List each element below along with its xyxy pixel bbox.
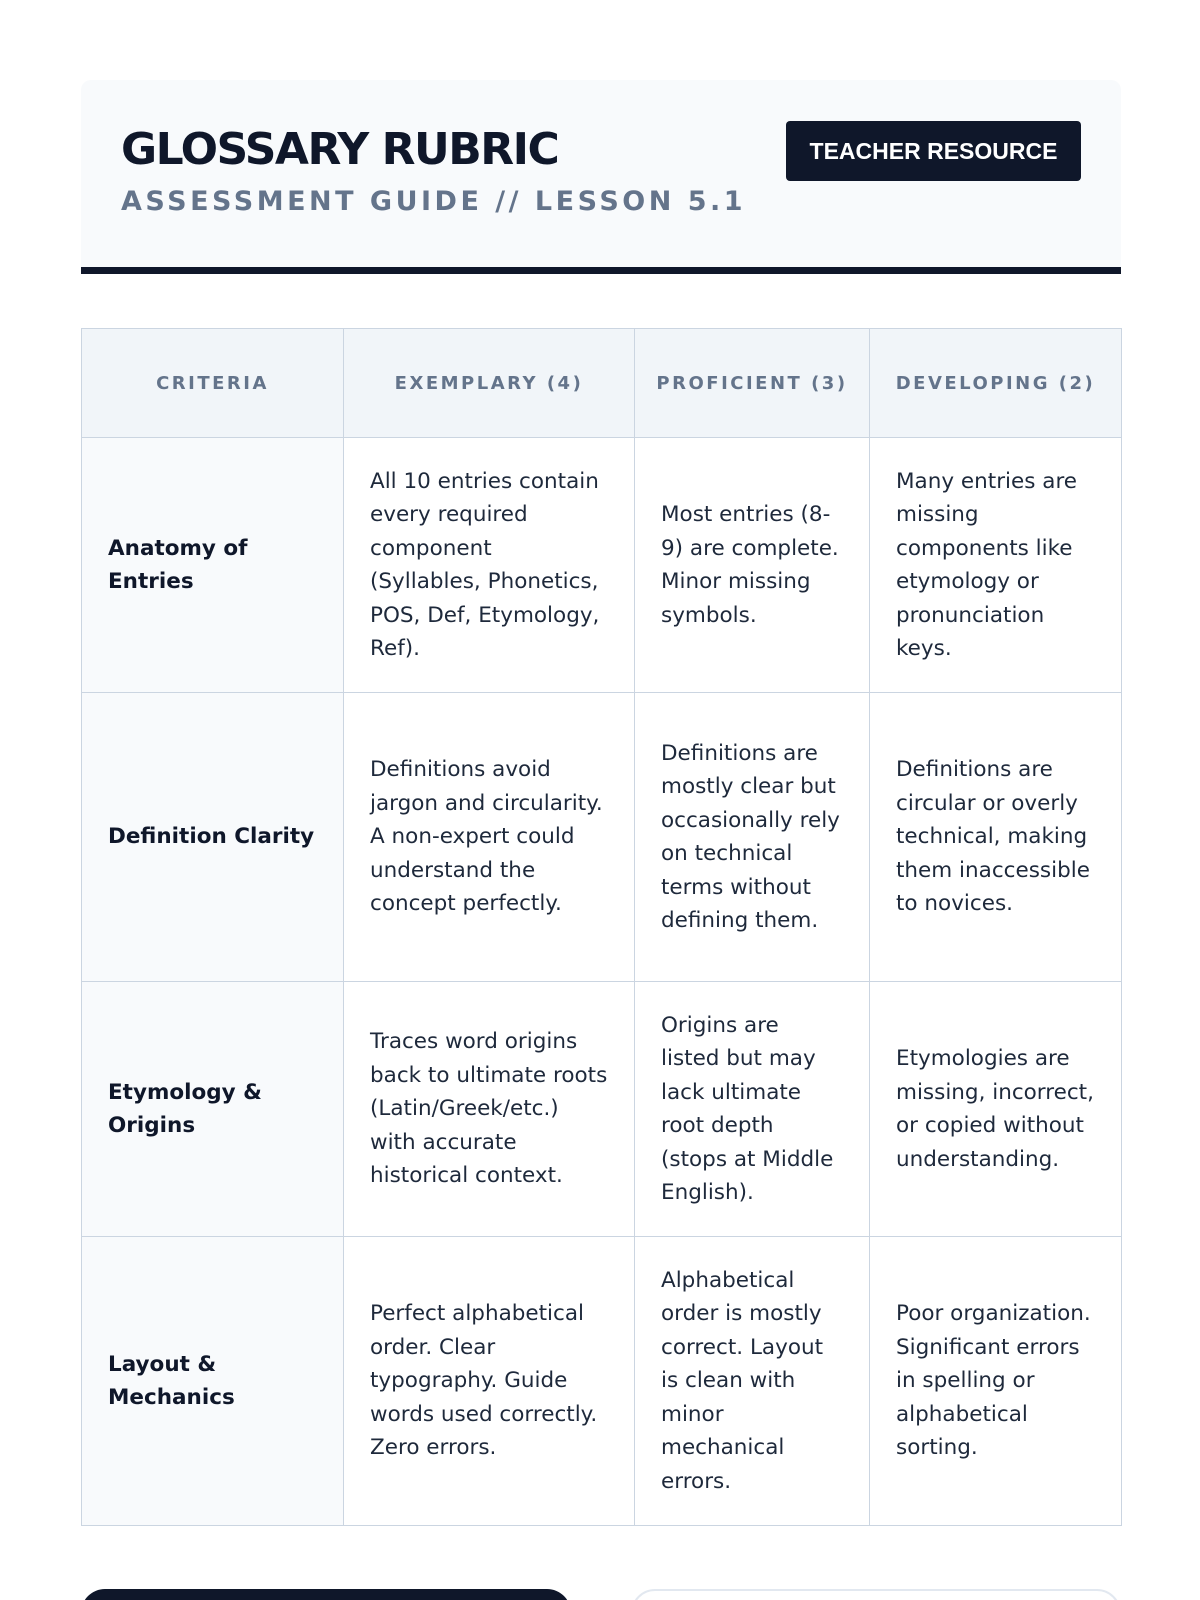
table-row [82,438,1122,693]
proficient-cell: Definitions are mostly clear but occasionally rely on technical terms without defining them. [635,693,870,982]
criteria-cell: Anatomy of Entries [82,438,344,693]
header-panel [81,80,1121,274]
table-row [82,693,1122,982]
rubric-table [81,328,1122,1526]
developing-cell: Etymologies are missing, incorrect, or copied without understanding. [870,982,1122,1237]
footer-card-light [631,1589,1121,1600]
criteria-cell: Layout & Mechanics [82,1237,344,1526]
page-subtitle: ASSESSMENT GUIDE // LESSON 5.1 [121,186,747,217]
proficient-cell: Origins are listed but may lack ultimate root depth (stops at Middle English). [635,982,870,1237]
header-divider [81,267,1121,274]
column-header-exemplary: EXEMPLARY (4) [344,329,635,438]
developing-cell: Definitions are circular or overly technical, making them inaccessible to novices. [870,693,1122,982]
criteria-cell: Etymology & Origins [82,982,344,1237]
exemplary-cell: Perfect alphabetical order. Clear typography. Guide words used correctly. Zero errors. [344,1237,635,1526]
table-row [82,982,1122,1237]
column-header-proficient: PROFICIENT (3) [635,329,870,438]
developing-cell: Poor organization. Significant errors in spelling or alphabetical sorting. [870,1237,1122,1526]
exemplary-cell: All 10 entries contain every required component (Syllables, Phonetics, POS, Def, Etymology, Ref). [344,438,635,693]
proficient-cell: Alphabetical order is mostly correct. Layout is clean with minor mechanical errors. [635,1237,870,1526]
exemplary-cell: Traces word origins back to ultimate roots (Latin/Greek/etc.) with accurate historical context. [344,982,635,1237]
page-title: GLOSSARY RUBRIC [121,124,559,175]
table-header-row [82,329,1122,438]
table-row [82,1237,1122,1526]
exemplary-cell: Definitions avoid jargon and circularity. A non-expert could understand the concept perfectly. [344,693,635,982]
teacher-resource-badge: TEACHER RESOURCE [786,121,1081,181]
developing-cell: Many entries are missing components like etymology or pronunciation keys. [870,438,1122,693]
column-header-developing: DEVELOPING (2) [870,329,1122,438]
footer-card-dark [81,1589,571,1600]
column-header-criteria: CRITERIA [82,329,344,438]
proficient-cell: Most entries (8-9) are complete. Minor missing symbols. [635,438,870,693]
criteria-cell: Definition Clarity [82,693,344,982]
